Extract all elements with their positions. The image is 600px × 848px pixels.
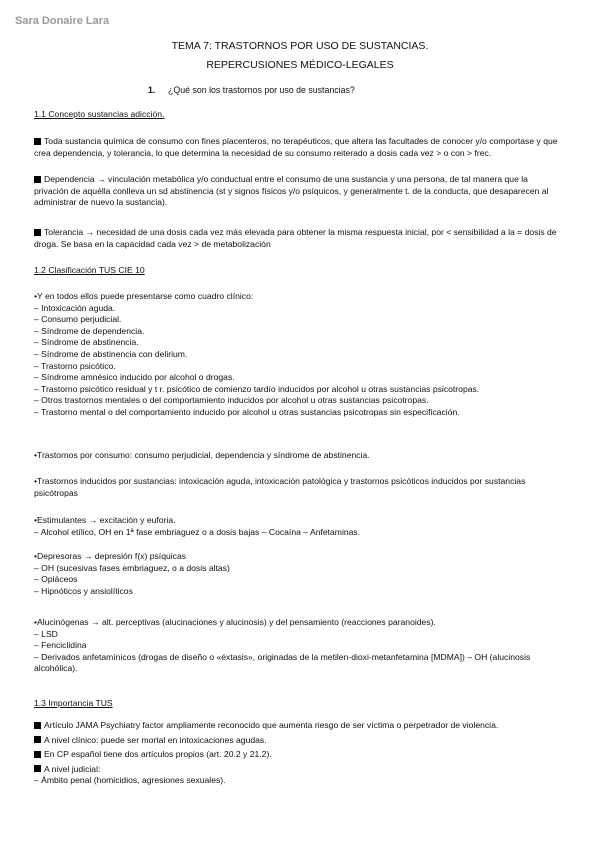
list-item: – Trastorno psicótico.: [34, 360, 116, 371]
section-heading: 1.2 Clasificación TUS CIE 10: [34, 265, 145, 275]
list-item: – Fenciclidina: [34, 640, 87, 651]
paragraph-text: Dependencia → vinculación metabólica y/o conductual entre el consumo de una sustancia y una persona, de tal manera que la privación de aquélla conlleva un sd abstinencia (st y signos físicos y/o psíquicos, y generalmente t. de la conducta, que desaparecen al administrar de nuevo la sustancia).: [34, 174, 549, 208]
question-heading: [148, 85, 355, 97]
list-item: – Síndrome de dependencia.: [34, 325, 145, 336]
list-item: [34, 764, 560, 776]
depressants-list: [34, 551, 560, 597]
induced-disorders: [34, 476, 560, 499]
section-1-3: [34, 698, 560, 710]
list-item: – Hipnóticos y ansiolíticos: [34, 585, 133, 596]
list-item: – Otros trastornos mentales o del comportamiento inducidos por alcohol u otras sustancias psicotropas.: [34, 395, 429, 406]
list-item: [34, 749, 560, 761]
list-item: – Opiáceos: [34, 574, 78, 585]
square-bullet-icon: [34, 229, 41, 236]
tolerance-paragraph: [34, 227, 560, 250]
paragraph-text: •Trastornos por consumo: consumo perjudicial, dependencia y síndrome de abstinencia.: [34, 450, 370, 460]
section-1-2: [34, 265, 560, 277]
list-item: – OH (sucesivas fases embriaguez, o a dosis altas): [34, 562, 230, 573]
section-heading: 1.3 Importancia TUS: [34, 698, 113, 708]
square-bullet-icon: [34, 138, 41, 145]
list-heading: •Depresoras → depresión f(x) psíquicas: [34, 551, 187, 561]
list-item: [34, 720, 560, 732]
list-heading: •Alucinógenas → alt. perceptivas (alucinaciones y alucinosis) y del pensamiento (reacciones paranoides).: [34, 617, 436, 627]
square-bullet-icon: [34, 751, 41, 758]
item-text: En CP español tiene dos artículos propios (art. 20.2 y 21.2).: [44, 749, 272, 760]
section-1-1: [34, 109, 560, 121]
importance-list: [34, 720, 560, 787]
question-number: 1.: [148, 85, 156, 95]
list-item: – Síndrome de abstinencia.: [34, 337, 139, 348]
document-title: TEMA 7: TRASTORNOS POR USO DE SUSTANCIAS.: [171, 40, 429, 52]
dependence-paragraph: [34, 174, 560, 209]
clinical-list: [34, 291, 560, 419]
list-item: – Intoxicación aguda.: [34, 302, 116, 313]
list-intro: •Y en todos ellos puede presentarse como cuadro clínico:: [34, 291, 254, 301]
author-header: Sara Donaire Lara: [15, 15, 110, 27]
definition-paragraph: [34, 136, 560, 159]
consumption-disorders: [34, 450, 560, 462]
paragraph-text: •Trastornos inducidos por sustancias: intoxicación aguda, intoxicación patológica y trastornos psicóticos inducidos por sustancias psicótropas: [34, 476, 526, 498]
hallucinogens-list: [34, 617, 560, 675]
list-item: – Alcohol etílico, OH en 1ª fase embriaguez o a dosis bajas – Cocaína – Anfetaminas.: [34, 526, 361, 537]
square-bullet-icon: [34, 736, 41, 743]
list-heading: •Estimulantes → excitación y euforia.: [34, 515, 176, 525]
section-heading: 1.1 Concepto sustancias adicción.: [34, 109, 165, 119]
list-item: – Ámbito penal (homicidios, agresiones sexuales).: [34, 775, 226, 786]
square-bullet-icon: [34, 765, 41, 772]
list-item: – Trastorno mental o del comportamiento inducido por alcohol u otras sustancias psicotropas sin especificación.: [34, 406, 460, 417]
paragraph-text: Tolerancia → necesidad de una dosis cada vez más elevada para obtener la misma respuesta inicial, por < sensibilidad a la = dosis de droga. Se basa en la capacidad cada vez > de metabolización: [34, 227, 557, 249]
question-text: ¿Qué son los trastornos por uso de sustancias?: [168, 85, 355, 95]
item-text: A nivel clínico: puede ser mortal en intoxicaciones agudas.: [44, 734, 267, 745]
list-item: – Síndrome amnésico inducido por alcohol o drogas.: [34, 372, 235, 383]
paragraph-text: Toda sustancia química de consumo con fines placenteros, no terapéuticos, que altera las facultades de conocer y/o comportase y que crea dependencia, y tolerancia, lo que determina la necesidad de su consumo reiterado a dosis cada vez > o con > frec.: [34, 136, 558, 158]
square-bullet-icon: [34, 722, 41, 729]
list-item: – Trastorno psicótico residual y t r. psicótico de comienzo tardío inducidos por alcohol u otras sustancias psicotropas.: [34, 383, 480, 394]
document-subtitle: REPERCUSIONES MÉDICO-LEGALES: [206, 59, 394, 71]
list-item: – Síndrome de abstinencia con delirium.: [34, 348, 188, 359]
list-item: – Derivados anfetamínicos (drogas de diseño o «éxtasis», originadas de la metilen-dioxi-metanfetamina [MDMA]) – OH (alucinosis alcohólica).: [34, 651, 531, 674]
list-item: [34, 735, 560, 747]
list-item: – Consumo perjudicial.: [34, 314, 122, 325]
square-bullet-icon: [34, 176, 41, 183]
item-text: Artículo JAMA Psychiatry factor ampliamente reconocido que aumenta riesgo de ser víctima o perpetrador de violencia.: [44, 720, 499, 730]
stimulants-list: [34, 515, 560, 538]
item-text: A nivel judicial:: [44, 763, 101, 774]
list-item: – LSD: [34, 628, 58, 639]
